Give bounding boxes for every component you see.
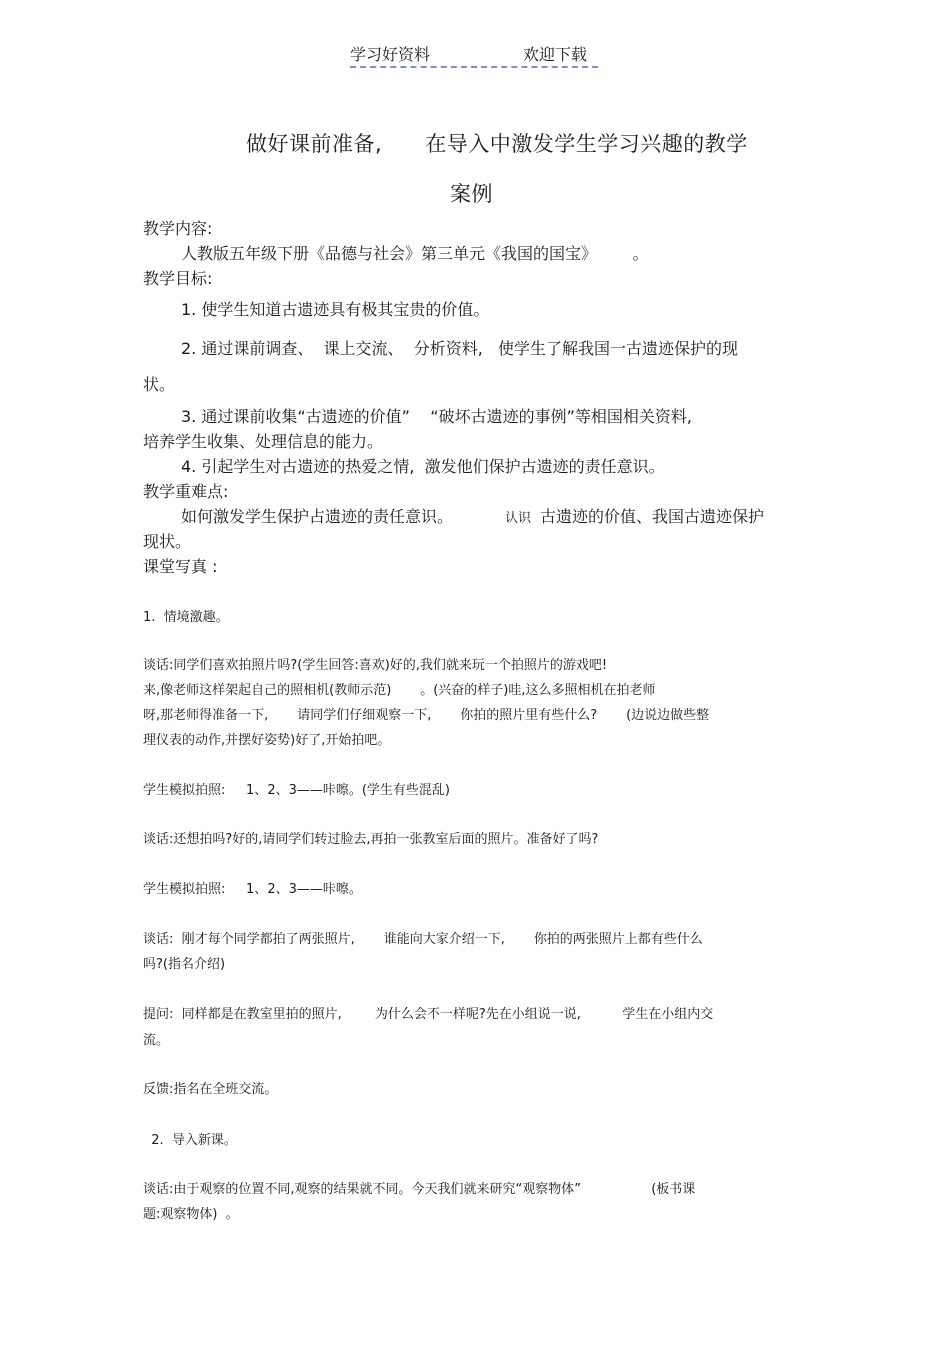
goal-4: 4. 引起学生对古遗迹的热爱之情, 激发他们保护古遗迹的责任意识。: [181, 457, 665, 476]
page-header: [350, 42, 598, 68]
question-line-1: 提问: 同样都是在教室里拍的照片, 为什么会不一样呢?先在小组说一说, 学生在小组内交: [143, 1007, 714, 1022]
header-left-text: 学习好资料: [350, 45, 431, 64]
key-points-text-c: 古遗迹的价值、我国古遗迹保护: [540, 507, 765, 526]
student-action-2: 学生模拟拍照: 1、2、3——咔嚓。: [143, 882, 362, 897]
key-points-heading: 教学重难点:: [143, 482, 229, 501]
goal-1: 1. 使学生知道古遗迹具有极其宝贵的价值。: [181, 300, 490, 319]
dialog-2: 谈话:还想拍吗?好的,请同学们转过脸去,再拍一张教室后面的照片。准备好了吗?: [143, 832, 599, 847]
document-title-line-2: 案例: [450, 182, 493, 206]
dialog-1-line-3: 呀,那老师得准备一下, 请同学们仔细观察一下, 你拍的照片里有些什么? (边说边做些整: [143, 708, 710, 723]
step-1-heading: 1. 情境激趣。: [143, 610, 229, 625]
key-points-text-d: 现状。: [143, 532, 192, 551]
content-heading: 教学内容:: [143, 219, 213, 238]
goals-heading: 教学目标:: [143, 269, 213, 288]
header-right-text: 欢迎下载: [523, 45, 588, 64]
dialog-4-line-2: 题:观察物体) 。: [143, 1207, 239, 1222]
document-title-line-1: 做好课前准备, 在导入中激发学生学习兴趣的教学: [246, 132, 748, 156]
goal-2-line-1: 2. 通过课前调查、 课上交流、 分析资料, 使学生了解我国一古遗迹保护的现: [181, 339, 739, 358]
step-2-heading: 2. 导入新课。: [143, 1133, 237, 1148]
question-line-2: 流。: [143, 1033, 170, 1048]
content-text: 人教版五年级下册《品德与社会》第三单元《我国的国宝》 。: [181, 244, 649, 263]
dialog-3-line-1: 谈话: 刚才每个同学都拍了两张照片, 谁能向大家介绍一下, 你拍的两张照片上都有些什么: [143, 932, 703, 947]
key-points-text-b: 认识: [505, 511, 532, 526]
dialog-4-line-1: 谈话:由于观察的位置不同,观察的结果就不同。今天我们就来研究“观察物体” (板书课: [143, 1182, 696, 1197]
dialog-1-line-4: 理仪表的动作,并摆好姿势)好了,开始拍吧。: [143, 733, 391, 748]
student-action-1: 学生模拟拍照: 1、2、3——咔嚓。(学生有些混乱): [143, 783, 450, 798]
goal-3-line-1: 3. 通过课前收集“古遗迹的价值” “破坏古遗迹的事例”等相国相关资料,: [181, 407, 692, 426]
class-record-heading: 课堂写真 :: [143, 557, 218, 576]
goal-2-line-2: 状。: [143, 375, 176, 394]
dialog-3-line-2: 吗?(指名介绍): [143, 957, 226, 972]
feedback: 反馈:指名在全班交流。: [143, 1082, 278, 1097]
dialog-1-line-1: 谈话:同学们喜欢拍照片吗?(学生回答:喜欢)好的,我们就来玩一个拍照片的游戏吧!: [143, 658, 608, 673]
dialog-1-line-2: 来,像老师这样架起自己的照相机(教师示范) 。(兴奋的样子)哇,这么多照相机在拍老师: [143, 683, 656, 698]
goal-3-line-2: 培养学生收集、处理信息的能力。: [143, 432, 384, 451]
key-points-text-a: 如何激发学生保护占遗迹的责任意识。: [181, 507, 454, 526]
